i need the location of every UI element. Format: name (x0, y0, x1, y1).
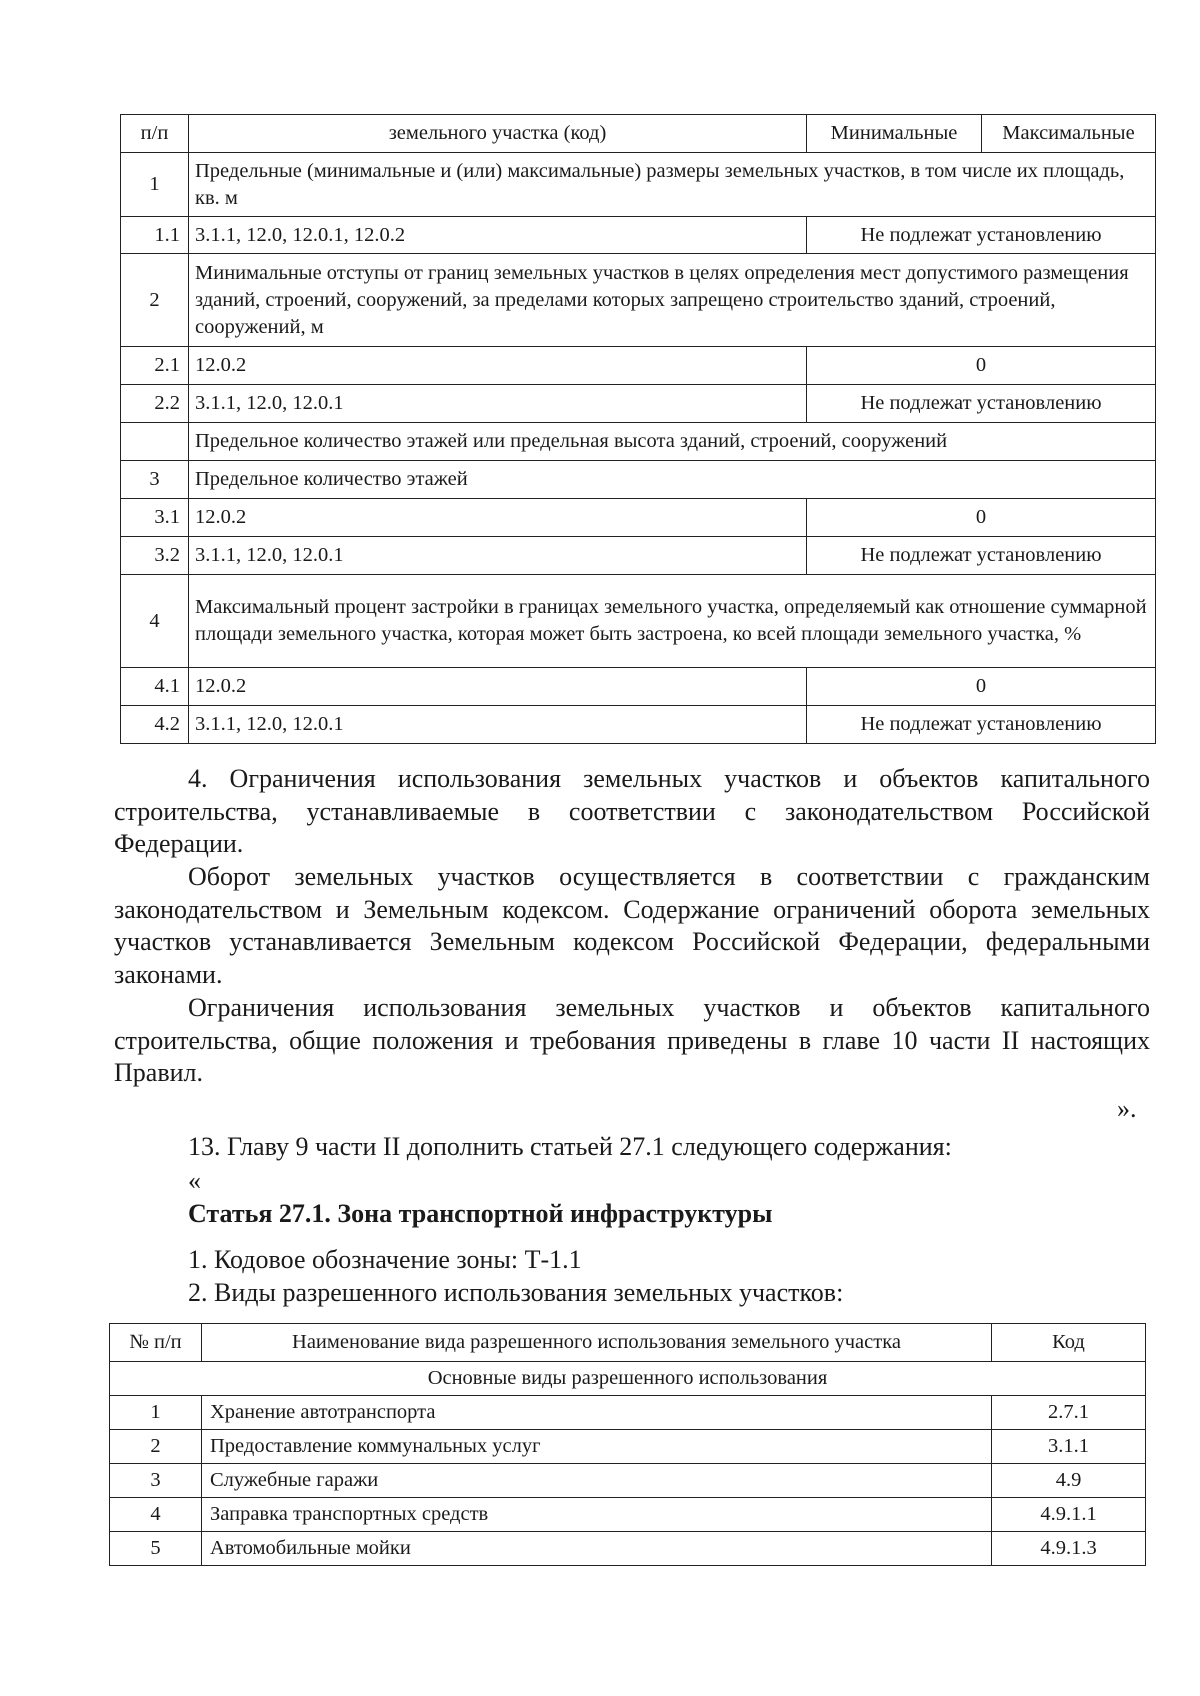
paragraph-text: Оборот земельных участков осуществляется в соответствии с гражданским законодательством и Земельным кодексом. Содержание ограничений оборота земельных участков устанавливается Земельным кодексом Российской Федерации, федеральными законами. (114, 862, 1150, 989)
row-name: Заправка транспортных средств (202, 1498, 992, 1532)
paragraph-general (114, 992, 1150, 1090)
row-code: 3.1.1 (992, 1430, 1146, 1464)
header-min: Минимальные (807, 115, 982, 153)
table-row (121, 254, 1156, 347)
list-item-permitted-uses: 2. Виды разрешенного использования земельных участков: (188, 1278, 844, 1307)
row-num: 3.1 (121, 499, 189, 537)
row-text: Минимальные отступы от границ земельных участков в целях определения мест допустимого размещения зданий, строений, сооружений, за пределами которых запрещено строительство зданий, строений, сооружений, м (189, 254, 1156, 347)
row-text: Предельное количество этажей или предельная высота зданий, строений, сооружений (189, 423, 1156, 461)
row-num (121, 423, 189, 461)
table-row (121, 347, 1156, 385)
row-value: Не подлежат установлению (807, 217, 1156, 254)
row-num: 2 (121, 254, 189, 347)
row-num: 4 (110, 1498, 202, 1532)
row-name: Автомобильные мойки (202, 1532, 992, 1566)
header-name: Наименование вида разрешенного использования земельного участка (202, 1324, 992, 1362)
row-num: 3 (121, 461, 189, 499)
table-row (121, 461, 1156, 499)
header-name: земельного участка (код) (189, 115, 807, 153)
row-code: 2.7.1 (992, 1396, 1146, 1430)
row-num: 1.1 (121, 217, 189, 254)
header-num: № п/п (110, 1324, 202, 1362)
table-row (121, 153, 1156, 217)
row-num: 4.2 (121, 706, 189, 744)
table-row (110, 1430, 1146, 1464)
table-header-row (121, 115, 1156, 153)
row-num: 5 (110, 1532, 202, 1566)
paragraph-turnover (114, 861, 1150, 991)
row-value: Не подлежат установлению (807, 537, 1156, 575)
row-text: Предельные (минимальные и (или) максимальные) размеры земельных участков, в том числе их площадь, кв. м (189, 153, 1156, 217)
list-item-zone-code: 1. Кодовое обозначение зоны: Т-1.1 (188, 1245, 582, 1274)
paragraph-text: Ограничения использования земельных участков и объектов капитального строительства, общие положения и требования приведены в главе 10 части II настоящих Правил. (114, 993, 1150, 1087)
row-code: 4.9.1.1 (992, 1498, 1146, 1532)
row-num: 3 (110, 1464, 202, 1498)
row-name: Хранение автотранспорта (202, 1396, 992, 1430)
row-text: Максимальный процент застройки в границах земельного участка, определяемый как отношение суммарной площади земельного участка, которая может быть застроена, ко всей площади земельного участка, % (189, 575, 1156, 668)
header-num: п/п (121, 115, 189, 153)
table-row (110, 1498, 1146, 1532)
row-codes: 3.1.1, 12.0, 12.0.1 (189, 385, 807, 423)
row-num: 4.1 (121, 668, 189, 706)
row-name: Служебные гаражи (202, 1464, 992, 1498)
table-row (121, 706, 1156, 744)
row-codes: 12.0.2 (189, 499, 807, 537)
row-num: 4 (121, 575, 189, 668)
row-text: Предельное количество этажей (189, 461, 1156, 499)
table-row (110, 1532, 1146, 1566)
table-row (121, 668, 1156, 706)
paragraph-text: 4. Ограничения использования земельных участков и объектов капитального строительства, устанавливаемые в соответствии с законодательством Российской Федерации. (114, 764, 1150, 858)
table-row (121, 537, 1156, 575)
row-num: 3.2 (121, 537, 189, 575)
article-title: Статья 27.1. Зона транспортной инфраструктуры (188, 1199, 773, 1228)
header-code: Код (992, 1324, 1146, 1362)
row-num: 2.1 (121, 347, 189, 385)
row-codes: 12.0.2 (189, 347, 807, 385)
row-codes: 3.1.1, 12.0, 12.0.1, 12.0.2 (189, 217, 807, 254)
permitted-uses-table (109, 1323, 1146, 1566)
table-row (110, 1396, 1146, 1430)
row-codes: 3.1.1, 12.0, 12.0.1 (189, 537, 807, 575)
row-name: Предоставление коммунальных услуг (202, 1430, 992, 1464)
table-row (121, 217, 1156, 254)
row-num: 1 (110, 1396, 202, 1430)
row-value: 0 (807, 347, 1156, 385)
row-codes: 3.1.1, 12.0, 12.0.1 (189, 706, 807, 744)
row-code: 4.9 (992, 1464, 1146, 1498)
table-row (121, 423, 1156, 461)
item-13-text: 13. Главу 9 части II дополнить статьей 27.1 следующего содержания: (188, 1132, 952, 1161)
row-value: 0 (807, 499, 1156, 537)
closing-quote: ». (1117, 1094, 1137, 1123)
row-num: 1 (121, 153, 189, 217)
header-max: Максимальные (982, 115, 1156, 153)
section-row (110, 1362, 1146, 1396)
table-row (121, 385, 1156, 423)
paragraph-restrictions (114, 763, 1150, 861)
table-header-row (110, 1324, 1146, 1362)
row-num: 2 (110, 1430, 202, 1464)
section-label: Основные виды разрешенного использования (110, 1362, 1146, 1396)
table-row (121, 499, 1156, 537)
table-row (121, 575, 1156, 668)
row-value: 0 (807, 668, 1156, 706)
row-code: 4.9.1.3 (992, 1532, 1146, 1566)
row-value: Не подлежат установлению (807, 385, 1156, 423)
row-codes: 12.0.2 (189, 668, 807, 706)
row-num: 2.2 (121, 385, 189, 423)
opening-quote: « (188, 1166, 201, 1195)
limits-table (120, 114, 1156, 744)
row-value: Не подлежат установлению (807, 706, 1156, 744)
table-row (110, 1464, 1146, 1498)
